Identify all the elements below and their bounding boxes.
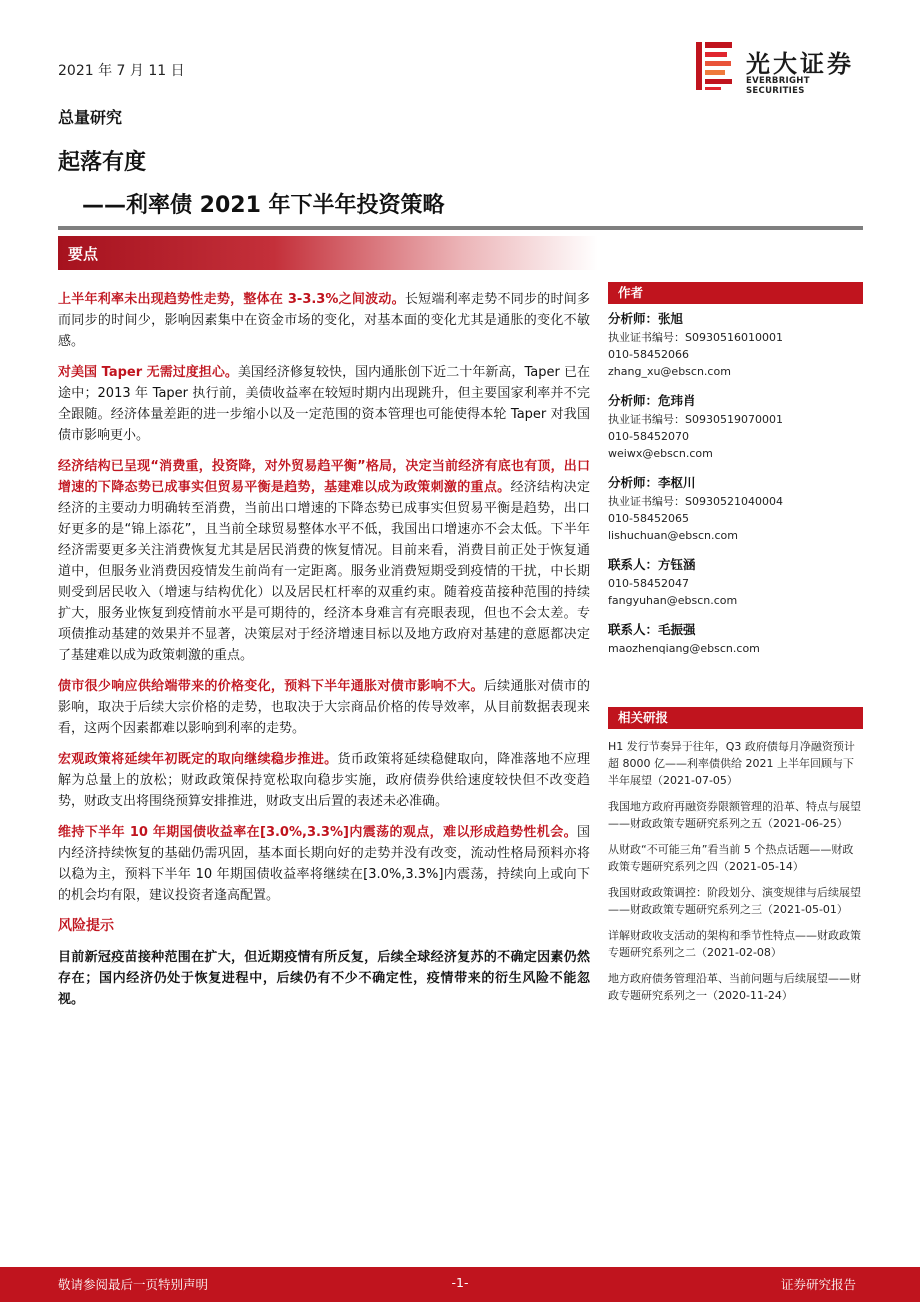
related-research-item[interactable]: 详解财政收支活动的架构和季节性特点——财政政策专题研究系列之二（2021-02-08）	[608, 929, 861, 959]
related-research-item[interactable]: 从财政“不可能三角”看当前 5 个热点话题——财政政策专题研究系列之四（2021-05-14）	[608, 843, 854, 873]
key-point-lead: 维持下半年 10 年期国债收益率在[3.0%,3.3%]内震荡的观点，难以形成趋势性机会。	[58, 825, 577, 840]
author-cert: 执业证书编号：S0930521040004	[608, 495, 783, 508]
key-point-text: 国内经济持续恢复的基础仍需巩固，基本面长期向好的走势并没有改变，流动性格局预料亦将以稳为主，预料下半年 10 年期国债收益率将继续在[3.0%,3.3%]内震荡，持续向上或向下的机会均有限，建议投资者逢高配置。	[58, 825, 590, 903]
key-point-paragraph	[58, 289, 590, 352]
key-point-lead: 宏观政策将延续年初既定的取向继续稳步推进。	[58, 752, 338, 767]
report-date: 2021 年 7 月 11 日	[58, 63, 185, 79]
author-cert: 执业证书编号：S0930516010001	[608, 331, 783, 344]
key-point-paragraph	[58, 749, 590, 812]
key-point-paragraph	[58, 456, 590, 666]
author-entry	[608, 474, 863, 544]
risk-text: 目前新冠疫苗接种范围在扩大，但近期疫情有所反复，后续全球经济复苏的不确定因素仍然存在；国内经济仍处于恢复进程中，后续仍有不少不确定性，疫情带来的衍生风险不能忽视。	[58, 950, 590, 1007]
footer-disclaimer: 敬请参阅最后一页特别声明	[58, 1277, 209, 1292]
author-phone: 010-58452070	[608, 430, 689, 443]
author-phone: 010-58452065	[608, 512, 689, 525]
key-point-lead: 经济结构已呈现“消费重，投资降，对外贸易趋平衡”格局，决定当前经济有底也有顶，出口增速的下降态势已成事实但贸易平衡是趋势，基建难以成为政策刺激的重点。	[58, 459, 590, 495]
author-email: lishuchuan@ebscn.com	[608, 529, 738, 542]
authors-panel	[608, 282, 863, 669]
related-research-item[interactable]: H1 发行节奏异于往年，Q3 政府债每月净融资预计超 8000 亿——利率债供给 2021 上半年回顾与下半年展望（2021-07-05）	[608, 740, 855, 787]
key-points-banner	[58, 236, 598, 270]
key-points-label: 要点	[68, 245, 99, 263]
key-point-text: 经济结构决定经济的主要动力明确转至消费，当前出口增速的下降态势已成事实但贸易平衡是趋势，出口好更多的是“锦上添花”，且当前全球贸易整体水平不低，我国出口增速亦不会太低。下半年经济需要更多关注消费恢复尤其是居民消费的恢复情况。目前来看，消费目前正处于恢复通道中，但服务业消费因疫情发生前尚有一定距离。服务业消费短期受到疫情的干扰，中长期则受到居民收入（增速与结构优化）以及居民杠杆率的双重约束。随着疫苗接种范围的持续扩大，服务业恢复到疫情前水平是可期待的，经济本身难言有亮眼表现，但也不会太差。专项债推动基建的效果并不显著，决策层对于经济增速目标以及地方政府对基建的意愿都决定了基建难以成为政策刺激的重点。	[58, 480, 590, 663]
key-point-text: 美国经济修复较快，国内通胀创下近二十年新高，Taper 已在途中；2013 年 Taper 执行前，美债收益率在较短时期内出现跳升，但主要国家利率并不完全跟随。经济体量差距的进一步缩小以及一定范围的资本管理也可能使得本轮 Taper 对我国债市影响更小。	[58, 365, 590, 443]
key-points-body	[58, 289, 590, 1020]
contact-email: maozhenqiang@ebscn.com	[608, 642, 760, 655]
key-point-text: 长短端利率走势不同步的时间多而同步的时间少，影响因素集中在资金市场的变化，对基本面的变化尤其是通胀的变化不敏感。	[58, 292, 590, 349]
author-email: weiwx@ebscn.com	[608, 447, 713, 460]
contact-name: 联系人：方钰涵	[608, 557, 696, 572]
report-subtitle: ——利率债 2021 年下半年投资策略	[82, 193, 445, 218]
contact-email: fangyuhan@ebscn.com	[608, 594, 738, 607]
related-research-item[interactable]: 地方政府债务管理沿革、当前问题与后续展望——财政专题研究系列之一（2020-11-24）	[608, 972, 861, 1002]
report-title: 起落有度	[58, 150, 147, 175]
page-number: -1-	[451, 1275, 469, 1290]
footer-report-type: 证券研究报告	[780, 1277, 856, 1292]
contact-entry	[608, 621, 863, 657]
key-point-lead: 对美国 Taper 无需过度担心。	[58, 365, 238, 380]
related-research-item[interactable]: 我国财政政策调控：阶段划分、演变规律与后续展望——财政政策专题研究系列之三（2021-05-01）	[608, 886, 861, 916]
authors-header: 作者	[608, 282, 863, 304]
author-phone: 010-58452066	[608, 348, 689, 361]
related-research-header: 相关研报	[608, 707, 863, 729]
contact-phone: 010-58452047	[608, 577, 689, 590]
contact-name: 联系人：毛振强	[608, 622, 696, 637]
author-entry	[608, 392, 863, 462]
author-email: zhang_xu@ebscn.com	[608, 365, 731, 378]
author-name: 分析师：张旭	[608, 311, 684, 326]
author-entry	[608, 310, 863, 380]
logo-english-name: EVERBRIGHT SECURITIES	[746, 76, 810, 96]
key-point-paragraph	[58, 362, 590, 446]
author-name: 分析师：危玮肖	[608, 393, 696, 408]
key-point-lead: 债市很少响应供给端带来的价格变化，预料下半年通胀对债市影响不大。	[58, 679, 484, 694]
key-point-text: 货币政策将延续稳健取向，降准落地不应理解为总量上的放松；财政政策保持宽松取向稳步实施，政府债券供给速度较快但不改变趋势，财政支出将围绕预算安排推进，财政支出后置的表述未必准确。	[58, 752, 590, 809]
author-cert: 执业证书编号：S0930519070001	[608, 413, 783, 426]
title-divider	[58, 226, 863, 230]
key-point-paragraph	[58, 822, 590, 906]
related-research-item[interactable]: 我国地方政府再融资券限额管理的沿革、特点与展望——财政政策专题研究系列之五（2021-06-25）	[608, 800, 861, 830]
logo-chinese-name: 光大证券	[746, 50, 854, 78]
related-research-panel	[608, 707, 863, 1012]
contact-entry	[608, 556, 863, 609]
report-category: 总量研究	[58, 108, 123, 127]
risk-heading: 风险提示	[58, 918, 114, 934]
everbright-logo-icon	[696, 42, 732, 90]
key-point-text: 后续通胀对债市的影响，取决于后续大宗价格的走势，也取决于大宗商品价格的传导效率，从目前数据表现来看，这两个因素都难以影响到利率的走势。	[58, 679, 590, 736]
page-footer	[0, 1267, 920, 1302]
author-name: 分析师：李枢川	[608, 475, 696, 490]
key-point-lead: 上半年利率未出现趋势性走势，整体在 3-3.3%之间波动。	[58, 292, 405, 307]
key-point-paragraph	[58, 676, 590, 739]
company-logo	[696, 38, 866, 94]
